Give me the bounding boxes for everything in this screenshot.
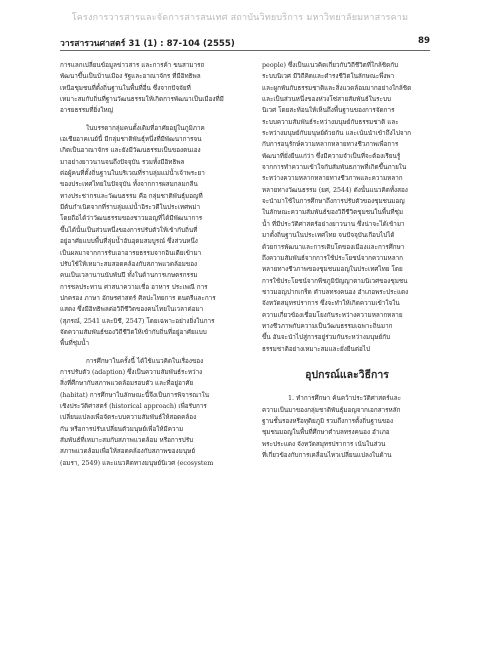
text-line: มาอย่างยาวนานจนถึงปัจจุบัน รวมทั้งมีอิทธิพล (60, 158, 185, 166)
text-line: (อมรา, 2549) และแนวคิดทางมนุษย์นิเวศ (ecosystem (60, 459, 214, 467)
text-line: เปลี่ยนแปลงเพื่อจัดระบบความสัมพันธ์ให้สอดคล้อง (60, 414, 197, 422)
text-line: ระบบนิเวศ มีวิถีคิดและดำรงชีวิตในลักษณะพึ่งพา (262, 73, 395, 81)
paragraph-method-1 (262, 393, 432, 461)
text-line: ระหว่างมนุษย์กับมนุษย์ด้วยกัน และเน้นนำเข้าถึงไปจาก (262, 130, 411, 138)
text-line: ธรรมชาติอย่างเหมาะสมและยั่งยืนต่อไป (262, 345, 370, 353)
text-line: ชุมชนมอญในพื้นที่ศึกษาตำบลทรงคนอง อำเภอ (262, 429, 390, 437)
text-line: พระประแดง จังหวัดสมุทรปราการ เน้นในส่วน (262, 440, 386, 448)
text-line: น้ำ ที่มีประวัติศาสตร์อย่างยาวนาน ซึ่งน่าจะได้เข้ามา (262, 220, 405, 228)
text-line: (habitat) การศึกษาในลักษณะนี้จึงเป็นการพิจารณาใน (60, 391, 210, 399)
text-line: จากการทำความเข้าใจกับสัมพันธภาพที่เกิดขึ้นภายใน (262, 164, 407, 172)
text-line: เหนือชุมชนที่ตั้งถิ่นฐานในพื้นที่อื่น ซึ่งจากปัจจัยที่ (60, 84, 191, 92)
text-line: การปรับตัว (adaption) ซึ่งเป็นความสัมพันธ์ระหว่าง (60, 368, 203, 376)
text-line: จะนำมาใช้ในการศึกษาถึงการปรับตัวของชุมชนมอญ (262, 198, 405, 206)
text-line: กัน หรือการปรับเปลี่ยนตัวมนุษย์เพื่อให้มีความ (60, 425, 184, 433)
text-line: เหมาะสมกับถิ่นที่ฐานวัฒนธรรมให้เกิดการพัฒนาเป็นเมืองที่มี (60, 96, 224, 104)
text-line: สัมพันธ์ที่เหมาะสมกับสภาพแวดล้อม หรือการปรับ (60, 437, 194, 444)
text-line: สิ่งที่ศึกษากับสภาพแวดล้อมรอบตัว และที่อยู่อาศัย (60, 380, 194, 388)
text-line: นิเวศ โดยสะท้อนให้เห็นถึงพื้นฐานของการจัดการ (262, 107, 395, 115)
text-line: ทางประชากรและวัฒนธรรม คือ กลุ่มชาติพันธุ์มอญที่ (60, 192, 203, 200)
journal-citation: วารสารวนศาสตร์ 31 (1) : 87-104 (2555) (60, 39, 235, 49)
text-line: ของประเทศไทยในปัจจุบัน ทั้งจากการผสมกลมกลืน (60, 181, 198, 189)
text-line: เป็นผลมาจากการรับเอาอารยธรรมจากอินเดียเข้ามา (60, 249, 202, 257)
text-line: กับการอนุรักษ์ความหลากหลายทางชีวภาพเพื่อการ (262, 141, 399, 149)
text-line: โดยถือได้ว่าวัฒนธรรมของชาวมอญที่ได้มีพัฒนาการ (60, 215, 203, 223)
text-line: ในบรรดากลุ่มคนตั้งเดิมที่อาศัยอยู่ในภูมิภาค (86, 124, 205, 132)
page-number: 89 (418, 36, 430, 46)
text-line: การศึกษาในครั้งนี้ ได้ใช้แนวคิดในเรื่องของ (86, 357, 204, 365)
section-heading-methods: อุปกรณ์และวิธีการ (305, 368, 389, 381)
text-line: ฐานชั้นรองหรือทุติยภูมิ รวมถึงการตั้งถิ่นฐานของ (262, 417, 394, 425)
paragraph-intro-continued (60, 60, 230, 117)
text-line: จังหวัดสมุทรปราการ ซึ่งจะทำให้เกิดความเข้าใจใน (262, 300, 400, 308)
text-line: 1. ทำการศึกษา ค้นคว้าประวัติศาสตร์และ (288, 395, 402, 403)
text-line: การแลกเปลี่ยนข้อมูลข่าวสาร และการค้า ขนสามารถ (60, 62, 205, 69)
text-line: ชาวมอญปากเกร็ด ตำบลทรงคนอง อำเภอพระประแดง (262, 288, 409, 296)
text-line: อารยธรรมที่ยิ่งใหญ่ (60, 107, 114, 115)
text-line: ขึ้นได้นั้นเป็นส่วนหนึ่งของการปรับตัวให้เข้ากับถิ่นที่ (60, 226, 198, 234)
text-line: สภาพแวดล้อมเพื่อให้สอดคล้องกับสภาพของมนุษย์ (60, 448, 196, 456)
text-line: หลายทางชีวภาพของชุมชนมอญในประเทศไทย โดย (262, 266, 403, 274)
text-line: ความเกี่ยวข้องเชื่อมโยงกันระหว่างความหลากหลาย (262, 311, 403, 319)
text-line: ความเป็นมาของกลุ่มชาติพันธุ์มอญจากเอกสารหลัก (262, 406, 401, 414)
text-line: พัฒนาที่ยั่งยืนแก่ว่า ซึ่งมีความจำเป็นที่จะต้องเรียนรู้ (262, 152, 401, 160)
text-line: หลายทางวัฒนธรรม (ยศ, 2544) ดังนั้นแนวคิดทั้งสอง (262, 186, 408, 194)
paragraph-mon-background (60, 123, 230, 350)
text-line: ระหว่างความหลากหลายทางชีวภาพและความหลาก (262, 175, 403, 183)
text-line: ทางชีวภาพกับความเป็นวัฒนธรรมเฉพาะถิ่นมาก (262, 322, 393, 330)
text-line: และเป็นส่วนหนึ่งของห่วงโซ่สายสัมพันธ์ในระบบ (262, 96, 391, 104)
text-line: ระบบความสัมพันธ์ระหว่างมนุษย์กับธรรมชาติ และ (262, 118, 399, 126)
text-line: เชิงประวัติศาสตร์ (historical approach) เพื่อรับการ (60, 402, 207, 410)
text-line: พื้นที่ชุ่มน้ำ (60, 340, 90, 348)
paragraph-ecosystem-people (262, 60, 432, 355)
text-line: คนเป็นเวลานานนับพันปี ทั้งในด้านการเกษตรกรรม (60, 272, 198, 280)
text-line: ต่อผู้คนที่ตั้งถิ่นฐานในบริเวณที่ราบลุ่มแม่น้ำเจ้าพระยา (60, 170, 205, 178)
text-line: (สุภรณ์, 2541 และบิชี, 2547) โดยเฉพาะอย่างยิ่งในการ (60, 317, 215, 325)
text-line: การใช้ประโยชน์จากพืชภูมิปัญญาตามนิเวศของชุมชน (262, 277, 408, 285)
left-column (60, 60, 230, 469)
text-line: people) ซึ่งเป็นแนวคิดเกี่ยวกับวิถีชีวิตที่ใกล้ชิดกับ (262, 62, 399, 69)
text-line: ที่เกี่ยวข้องกับการเคลื่อนไหวเปลี่ยนแปลงในด้าน (262, 452, 392, 459)
text-line: ด้วยการพัฒนาและการเติบโตของเมืองและการศึกษา (262, 243, 405, 251)
text-line: มาตั้งถิ่นฐานในประเทศไทย จนปัจจุบันเกือบไปได้ (262, 232, 395, 240)
text-line: จัดความสัมพันธ์ของวิถีชีวิตให้เข้ากับถิ่นที่อยู่อาศัยแบบ (60, 328, 207, 336)
text-line: ขึ้น อันจะนำไปสู่การอยู่ร่วมกันระหว่างมนุษย์กับ (262, 334, 391, 342)
text-line: ถึงความสัมพันธ์จากการใช้ประโยชน์จากความหลาก (262, 254, 404, 262)
watermark-text: โครงการวารสารและจัดการสารสนเทศ สถาบันวิทยบริการ มหาวิทยาลัยมหาสารคาม (71, 13, 409, 23)
text-line: มีต้นกำเนิดจากที่ราบลุ่มแม่น้ำอิระวดีในประเทศพม่า (60, 204, 201, 212)
text-line: เอเชียอาคเนย์นี้ มีกลุ่มชาติพันธุ์หนึ่งที่มีพัฒนาการจน (60, 136, 202, 144)
text-line: แสดง ซึ่งมีอิทธิพลต่อวิถีชีวิตของคนไทยในเวลาต่อมา (60, 306, 204, 314)
text-line: การชลประทาน ศาสนาความเชื่อ อาหาร ประเพณี การ (60, 283, 208, 291)
text-line: ในลักษณะความสัมพันธ์ของวิถีชีวิตชุมชนในพื้นที่ชุ่ม (262, 209, 404, 217)
text-line: พัฒนาขึ้นเป็นบ้านเมือง รัฐและอาณาจักร ที่มีอิทธิพล (60, 73, 201, 81)
right-column (262, 60, 432, 461)
text-line: และผูกพันกับธรรมชาติและสิ่งแวดล้อมมากอย่างใกล้ชิด (262, 84, 412, 92)
text-line: เกิดเป็นอาณาจักร และยังมีวัฒนธรรมเป็นของตนเอง (60, 147, 201, 155)
header-rule (60, 50, 430, 51)
paragraph-concepts (60, 356, 230, 469)
text-line: ปรับใช้ให้เหมาะสมสอดคล้องกับสภาพแวดล้อมของ (60, 260, 198, 268)
running-header (60, 36, 430, 50)
text-line: อยู่อาศัยแบบพื้นที่ลุ่มน้ำอันอุดมสมบูรณ์ ซึ่งส่วนหนึ่ง (60, 238, 198, 246)
text-line: ปกครอง ภาษา อักษรศาสตร์ ศิลปะไทยการ ดนตรีและการ (60, 294, 216, 302)
